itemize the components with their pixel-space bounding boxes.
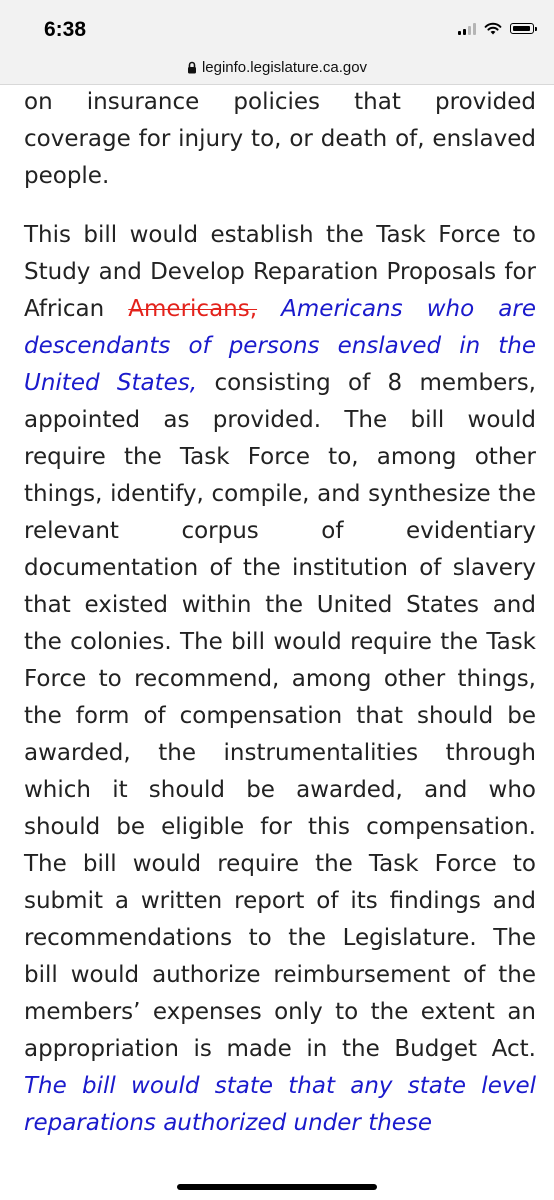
inserted-text-tail: The bill would state that any state level reparations authorized under these bbox=[24, 1073, 536, 1136]
status-time: 6:38 bbox=[44, 18, 87, 41]
status-bar bbox=[0, 0, 554, 50]
paragraph-1: on insurance policies that provided coverage for injury to, or death of, enslaved people. bbox=[24, 89, 536, 189]
paragraph-2 bbox=[24, 217, 536, 1142]
url-text: leginfo.legislature.ca.gov bbox=[201, 58, 368, 76]
para2-body: consisting of 8 members, appointed as provided. The bill would require the Task Force to, among other things, identify, compile, and synthesize the relevant corpus of evidentiary documentation of the institution of slavery that existed within the United States and the colonies. The bill would require the Task Force to recommend, among other things, the form of compensation that should be awarded, the instrumentalities through which it should be awarded, and who should be eligible for this compensation. The bill would require the Task Force to submit a written report of its findings and recommendations to the Legislature. The bill would authorize reimbursement of the members’ expenses only to the extent an appropriation is made in the Budget Act. bbox=[24, 370, 536, 1062]
home-indicator[interactable] bbox=[177, 1184, 377, 1190]
wifi-icon bbox=[484, 22, 502, 35]
inserted-text: Americans who are descendants of persons enslaved in the United States, bbox=[24, 296, 536, 396]
address-bar[interactable] bbox=[0, 50, 554, 85]
battery-icon bbox=[510, 23, 534, 34]
struck-text: Americans, bbox=[128, 296, 258, 322]
lock-icon bbox=[187, 61, 197, 74]
bill-text bbox=[24, 84, 536, 1142]
para2-lead: This bill would establish the Task Force to Study and Develop Reparation Proposals for African bbox=[24, 222, 536, 322]
status-icons bbox=[458, 22, 534, 35]
cellular-signal-icon bbox=[458, 23, 476, 35]
